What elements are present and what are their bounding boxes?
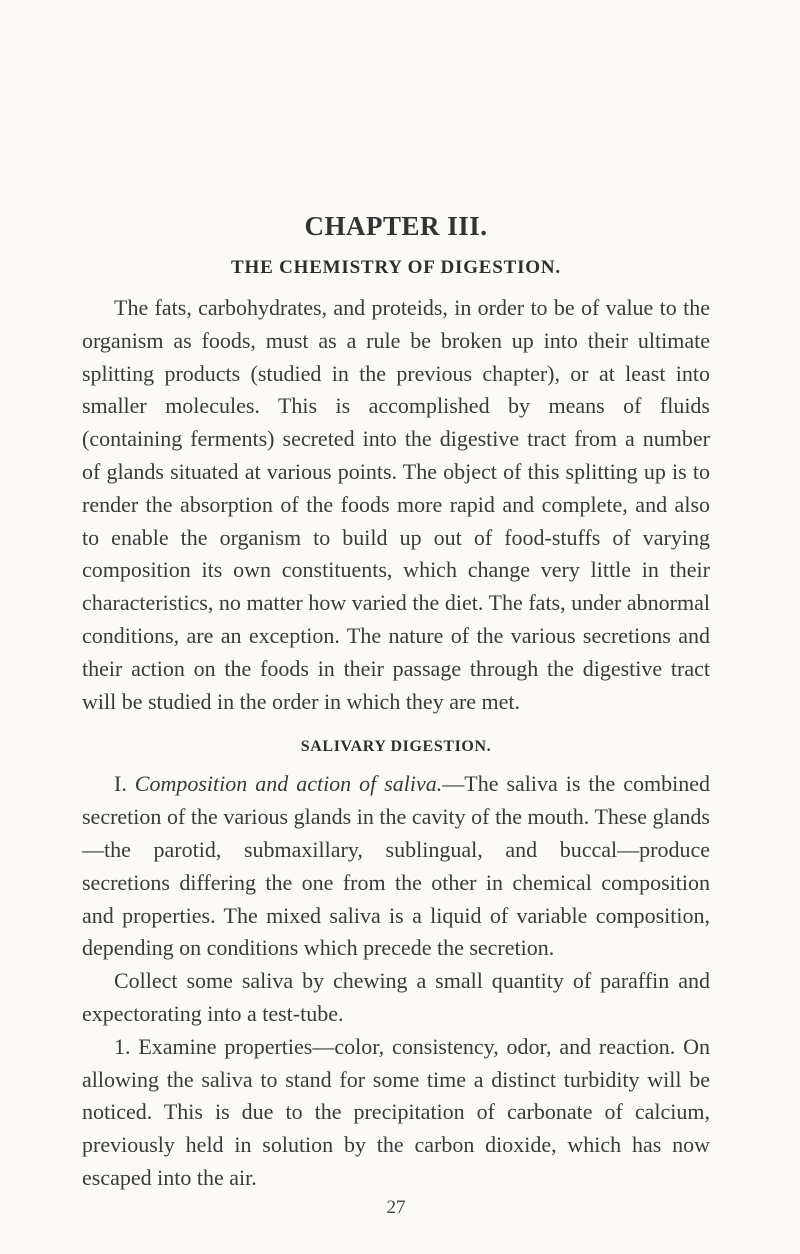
- subsection-number: I.: [114, 771, 127, 797]
- page-number: 27: [386, 1196, 406, 1218]
- collect-paragraph: Collect some saliva by chewing a small quantity of paraffin and expectorating into a test-tube.: [82, 968, 710, 1026]
- step-one-paragraph: 1. Examine properties—color, consistency, odor, and reaction. On allowing the saliva to stand for some time a distinct turbidity will be noticed. This is due to the precipitation of carbonate of calcium, previously held in solution by the carbon dioxide, which has now escaped into the air.: [82, 1033, 710, 1190]
- section-heading: SALIVARY DIGESTION.: [300, 738, 492, 756]
- composition-paragraph: [82, 768, 710, 965]
- subsection-text: —The saliva is the combined secretion of the various glands in the cavity of the mouth. These glands—the parotid, submaxillary, sublingual, and buccal—produce secretions differing the one from the other in chemical composition and properties. The mixed saliva is a liquid of variable composition, depending on conditions which precede the secretion.: [82, 771, 710, 961]
- chapter-title: THE CHEMISTRY OF DIGESTION.: [231, 257, 561, 278]
- subsection-title: Composition and action of saliva.: [134, 771, 443, 797]
- intro-paragraph: The fats, carbohydrates, and proteids, in order to be of value to the organism as foods, must as a rule be broken up into their ultimate splitting products (studied in the previous chapter), or at least into smaller molecules. This is accomplished by means of fluids (containing ferments) secreted into the digestive tract from a number of glands situated at various points. The object of this splitting up is to render the absorption of the foods more rapid and complete, and also to enable the organism to build up out of food-stuffs of varying composition its own constituents, which change very little in their characteristics, no matter how varied the diet. The fats, under abnormal conditions, are an exception. The nature of the various secretions and their action on the foods in their passage through the digestive tract will be studied in the order in which they are met.: [82, 295, 710, 714]
- book-page: [82, 210, 710, 1219]
- chapter-number: CHAPTER III.: [304, 211, 488, 241]
